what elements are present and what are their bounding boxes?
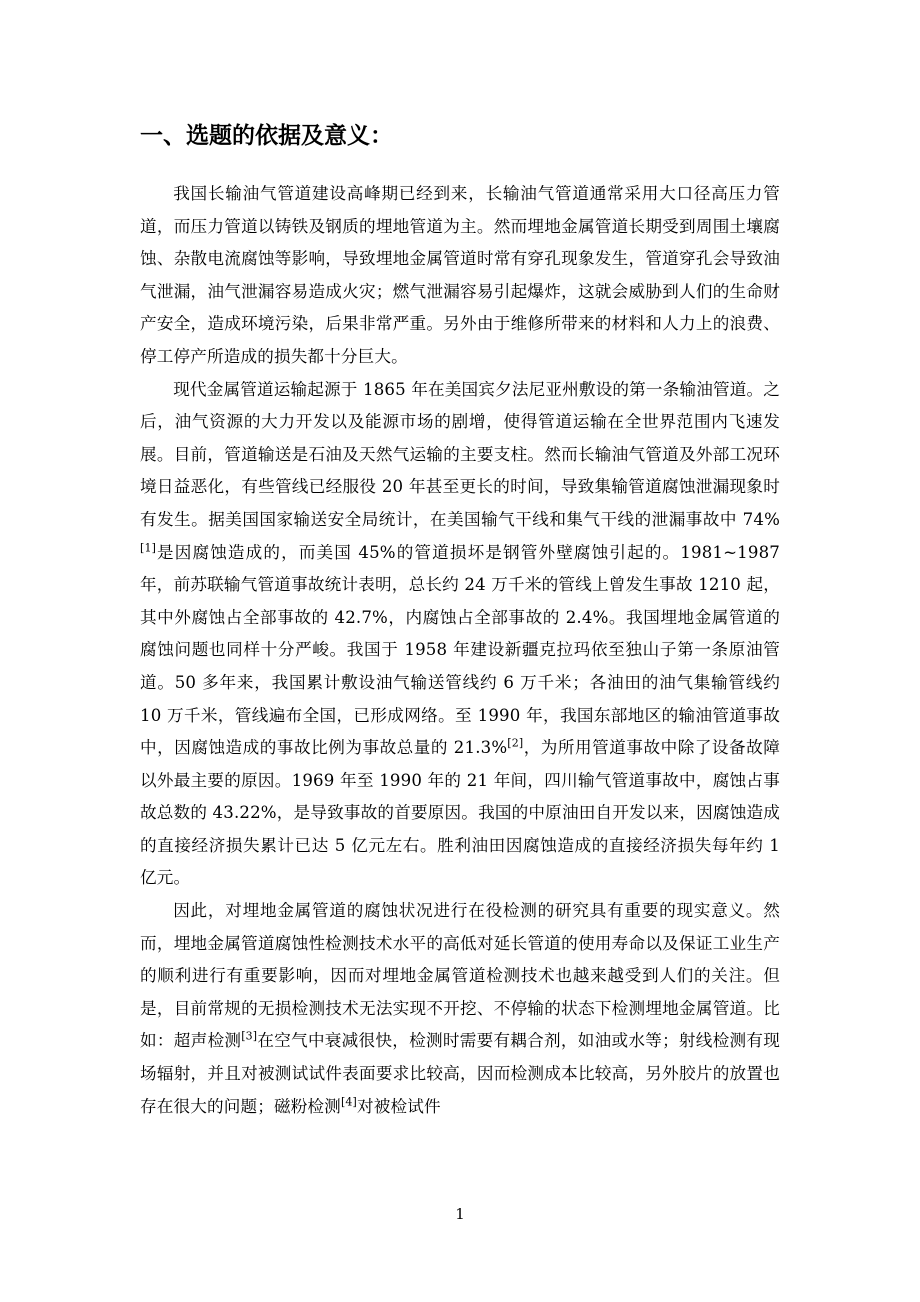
paragraph-2 — [140, 374, 780, 896]
citation-ref[interactable]: [4] — [340, 1095, 357, 1109]
citation-ref[interactable]: [1] — [140, 541, 157, 554]
paragraph-text: 我国长输油气管道建设高峰期已经到来，长输油气管道通常采用大口径高压力管道，而压力管道以铸铁及钢质的埋地管道为主。然而埋地金属管道长期受到周围土壤腐蚀、杂散电流腐蚀等影响，导致埋地金属管道时常有穿孔现象发生，管道穿孔会导致油气泄漏，油气泄漏容易造成火灾；燃气泄漏容易引起爆炸，这就会威胁到人们的生命财产安全，造成环境污染，后果非常严重。另外由于维修所带来的材料和人力上的浪费、停工停产所造成的损失都十分巨大。 — [140, 184, 780, 366]
paragraph-text: 对被检试件 — [356, 1096, 441, 1116]
paragraph-text: 现代金属管道运输起源于 1865 年在美国宾夕法尼亚州敷设的第一条输油管道。之后，油气资源的大力开发以及能源市场的剧增，使得管道运输在全世界范围内飞速发展。目前，管道输送是石油及天然气运输的主要支柱。然而长输油气管道及外部工况环境日益恶化，有些管线已经服役 20 年甚至更长的时间，导致集输管道腐蚀泄漏现象时有发生。据美国国家输送安全局统计，在美国输气干线和集气干线的泄漏事故中 74% — [140, 379, 780, 529]
paragraph-text: 因此，对埋地金属管道的腐蚀状况进行在役检测的研究具有重要的现实意义。然而，埋地金属管道腐蚀性检测技术水平的高低对延长管道的使用寿命以及保证工业生产的顺利进行有重要影响，因而对埋地金属管道检测技术也越来越受到人们的关注。但是，目前常规的无损检测技术无法实现不开挖、不停输的状态下检测埋地金属管道。比如：超声检测 — [140, 901, 780, 1051]
citation-ref[interactable]: [3] — [241, 1029, 258, 1043]
paragraph-text: 在空气中衰减很快，检测时需要有耦合剂，如油或水等；射线检测有现场辐射，并且对被测试试件表面要求比较高，因而检测成本比较高，另外胶片的放置也存在很大的问题；磁粉检测 — [140, 1031, 780, 1116]
paragraph-text: ，为所用管道事故中除了设备故障以外最主要的原因。1969 年至 1990 年的 21 年间，四川输气管道事故中，腐蚀占事故总数的 43.22%，是导致事故的首要原因。我国的中原油田自开发以来，因腐蚀造成的直接经济损失累计已达 5 亿元左右。胜利油田因腐蚀造成的直接经济损失每年约 1 亿元。 — [140, 738, 781, 888]
page-number: 1 — [455, 1205, 465, 1223]
paragraph-3 — [140, 895, 780, 1123]
body-text — [140, 178, 780, 1123]
paragraph-text: 是因腐蚀造成的，而美国 45%的管道损坏是钢管外壁腐蚀引起的。1981~1987 年，前苏联输气管道事故统计表明，总长约 24 万千米的管线上曾发生事故 1210 起，其中外腐蚀占全部事故的 42.7%，内腐蚀占全部事故的 2.4%。我国埋地金属管道的腐蚀问题也同样十分严峻。我国于 1958 年建设新疆克拉玛依至独山子第一条原油管道。50 多年来，我国累计敷设油气输送管线约 6 万千米；各油田的油气集输管线约 10 万千米，管线遍布全国，已形成网络。至 1990 年，我国东部地区的输油管道事故中，因腐蚀造成的事故比例为事故总量的 21.3% — [140, 542, 780, 758]
paragraph-1 — [140, 178, 780, 374]
citation-ref[interactable]: [2] — [507, 736, 524, 750]
section-heading: 一、选题的依据及意义： — [140, 123, 393, 149]
